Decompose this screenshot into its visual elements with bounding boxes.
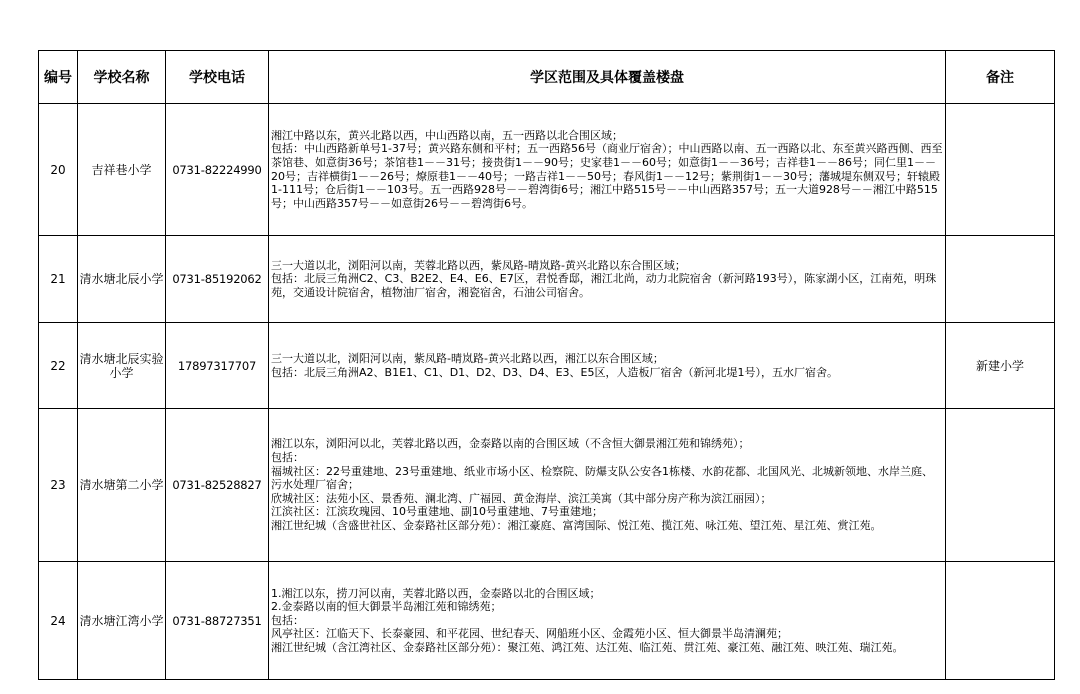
row-number: 20	[39, 104, 78, 236]
description-line: 包括：北辰三角洲A2、B1E1、C1、D1、D2、D3、D4、E3、E5区，人造板厂宿舍（新河北堤1号），五水厂宿舍。	[271, 365, 838, 379]
description-line: 湘江中路以东，黄兴北路以西，中山西路以南，五一西路以北合围区域；	[271, 128, 623, 142]
description-line: 江滨社区：江滨玫瑰园、10号重建地、副10号重建地、7号重建地；	[271, 505, 603, 519]
district-description	[269, 104, 946, 236]
description-line: 三一大道以北，浏阳河以南，芙蓉北路以西，紫凤路-晴岚路-黄兴北路以东合围区域；	[271, 258, 686, 272]
description-line: 包括：	[271, 451, 304, 465]
school-phone: 0731-88727351	[166, 562, 269, 680]
description-line: 福城社区：22号重建地、23号重建地、纸业市场小区、检察院、防爆支队公安各1栋楼、水韵花都、北国风光、北城新领地、水岸兰庭、污水处理厂宿舍；	[271, 464, 933, 492]
remarks	[946, 104, 1055, 236]
remarks	[946, 409, 1055, 562]
table-row	[39, 236, 1055, 323]
header-number: 编号	[39, 51, 78, 104]
header-school-phone: 学校电话	[166, 51, 269, 104]
school-phone: 0731-82224990	[166, 104, 269, 236]
description-line: 包括：中山西路新单号1-37号；黄兴路东侧和平村；五一西路56号（商业厅宿舍）；中山西路以南、五一西路以北、东至黄兴路西侧、西至茶馆巷、如意街36号；茶馆巷1－－31号；接贵街1－－90号；史家巷1－－60号；如意街1－－36号；吉祥巷1－－86号；同仁里1－－20号；吉祥横街1－－26号；燎原巷1－－40号；一路吉祥1－－50号；春风街1－－12号；紫荆街1－－30号；藩城堤东侧双号；轩辕殿1-111号；仓后街1－－103号。五一西路928号－－碧湾街6号；湘江中路515号－－中山西路357号；五一大道928号－－湘江中路515号；中山西路357号－－如意街26号－－碧湾街6号。	[271, 142, 943, 210]
description-line: 湘江以东，浏阳河以北，芙蓉北路以西，金泰路以南的合围区域（不含恒大御景湘江苑和锦绣苑）；	[271, 437, 750, 451]
school-name: 清水塘第二小学	[78, 409, 166, 562]
school-name: 清水塘北辰小学	[78, 236, 166, 323]
row-number: 24	[39, 562, 78, 680]
header-remarks: 备注	[946, 51, 1055, 104]
row-number: 22	[39, 323, 78, 409]
remarks	[946, 562, 1055, 680]
table-row	[39, 104, 1055, 236]
description-line: 欣城社区：法苑小区、景香苑、澜北湾、广福园、黄金海岸、滨江美寓（其中部分房产称为滨江丽园）；	[271, 491, 772, 505]
school-name: 吉祥巷小学	[78, 104, 166, 236]
header-row	[39, 51, 1055, 104]
table-row	[39, 562, 1055, 680]
header-school-name: 学校名称	[78, 51, 166, 104]
description-line: 2.金泰路以南的恒大御景半岛湘江苑和锦绣苑；	[271, 600, 502, 614]
remarks	[946, 236, 1055, 323]
district-description	[269, 236, 946, 323]
district-description	[269, 409, 946, 562]
description-line: 湘江世纪城（含江湾社区、金泰路社区部分苑）：聚江苑、鸿江苑、达江苑、临江苑、贯江苑、豪江苑、融江苑、映江苑、瑞江苑。	[271, 640, 904, 654]
table-row	[39, 323, 1055, 409]
school-name: 清水塘北辰实验小学	[78, 323, 166, 409]
remarks: 新建小学	[946, 323, 1055, 409]
school-name: 清水塘江湾小学	[78, 562, 166, 680]
table-row	[39, 409, 1055, 562]
school-phone: 0731-82528827	[166, 409, 269, 562]
row-number: 21	[39, 236, 78, 323]
school-district-table	[38, 50, 1055, 680]
school-phone: 0731-85192062	[166, 236, 269, 323]
description-line: 1.湘江以东，捞刀河以南，芙蓉北路以西，金泰路以北的合围区域；	[271, 586, 601, 600]
description-line: 三一大道以北，浏阳河以南，紫凤路-晴岚路-黄兴北路以西，湘江以东合围区域；	[271, 351, 664, 365]
description-line: 风亭社区：江临天下、长泰豪园、和平花园、世纪春天、网船班小区、金霞苑小区、恒大御景半岛清澜苑；	[271, 627, 788, 641]
description-line: 湘江世纪城（含盛世社区、金泰路社区部分苑）：湘江豪庭、富湾国际、悦江苑、揽江苑、咏江苑、望江苑、星江苑、赏江苑。	[271, 518, 882, 532]
description-line: 包括：北辰三角洲C2、C3、B2E2、E4、E6、E7区，君悦香邸，湘江北尚，动力北院宿舍（新河路193号），陈家湖小区，江南苑，明珠苑，交通设计院宿舍，植物油厂宿舍，湘瓷宿舍，石油公司宿舍。	[271, 272, 937, 299]
district-description	[269, 562, 946, 680]
district-description	[269, 323, 946, 409]
row-number: 23	[39, 409, 78, 562]
header-district-scope: 学区范围及具体覆盖楼盘	[269, 51, 946, 104]
description-line: 包括：	[271, 613, 304, 627]
school-phone: 17897317707	[166, 323, 269, 409]
